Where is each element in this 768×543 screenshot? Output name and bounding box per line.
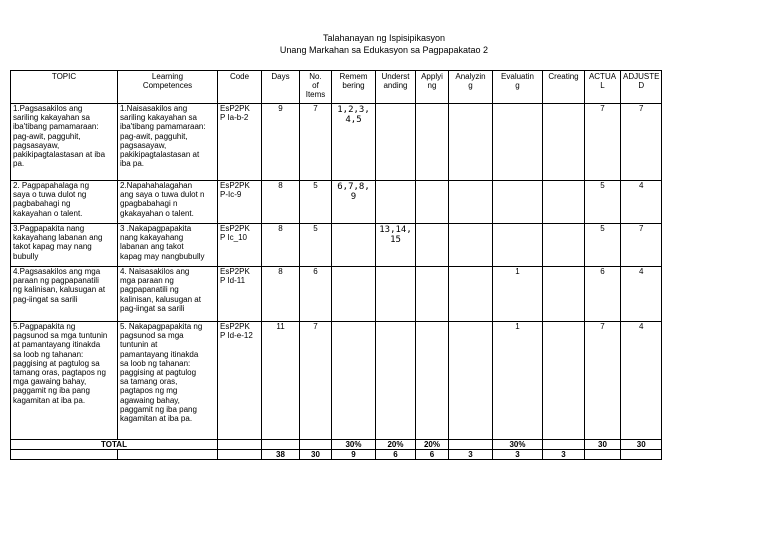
empty-cell bbox=[11, 450, 118, 460]
cell-items: 6 bbox=[300, 267, 332, 322]
empty-cell bbox=[118, 450, 218, 460]
empty-cell bbox=[300, 440, 332, 450]
cell-adjusted: 4 bbox=[621, 181, 662, 224]
cell-days: 8 bbox=[262, 224, 300, 267]
document-subtitle: Unang Markahan sa Edukasyon sa Pagpapakatao 2 bbox=[279, 45, 489, 55]
cell-remembering: 6,7,8, 9 bbox=[332, 181, 376, 224]
header-row bbox=[11, 71, 662, 104]
cell-evaluating bbox=[493, 181, 543, 224]
cell-understanding bbox=[376, 267, 416, 322]
cell-understanding bbox=[376, 322, 416, 440]
cell-days: 8 bbox=[262, 267, 300, 322]
cell-items: 5 bbox=[300, 224, 332, 267]
empty-cell bbox=[218, 450, 262, 460]
cell-evaluating: 1 bbox=[493, 322, 543, 440]
table-row bbox=[11, 322, 662, 440]
cell-remembering bbox=[332, 267, 376, 322]
total-applying: 20% bbox=[416, 440, 449, 450]
cell-days: 8 bbox=[262, 181, 300, 224]
cell-code: EsP2PK P Ia-b-2 bbox=[218, 104, 262, 181]
cell-understanding: 13,14, 15 bbox=[376, 224, 416, 267]
header-understanding: Underst anding bbox=[376, 71, 416, 104]
cell-items: 7 bbox=[300, 104, 332, 181]
total-remembering: 30% bbox=[332, 440, 376, 450]
sum-understanding: 6 bbox=[376, 450, 416, 460]
empty-cell bbox=[262, 440, 300, 450]
table-row bbox=[11, 104, 662, 181]
cell-applying bbox=[416, 322, 449, 440]
cell-actual: 7 bbox=[585, 322, 621, 440]
cell-evaluating: 1 bbox=[493, 267, 543, 322]
empty-cell bbox=[449, 440, 493, 450]
cell-understanding bbox=[376, 104, 416, 181]
cell-adjusted: 4 bbox=[621, 322, 662, 440]
cell-competence: 5. Nakapagpapakita ng pagsunod sa mga tuntunin at pamantayang itinakda sa loob ng tahanan: paggising at pagtulog sa tamang oras, pagtapos ng mg agawaing bahay, paggamit ng iba pang kagamitan at iba pa. bbox=[118, 322, 218, 440]
header-learning-competences: Learning Competences bbox=[118, 71, 218, 104]
header-remembering: Remem bering bbox=[332, 71, 376, 104]
cell-code: EsP2PK P Ic_10 bbox=[218, 224, 262, 267]
cell-remembering: 1,2,3, 4,5 bbox=[332, 104, 376, 181]
empty-cell bbox=[218, 440, 262, 450]
sum-days: 38 bbox=[262, 450, 300, 460]
cell-items: 7 bbox=[300, 322, 332, 440]
cell-creating bbox=[543, 104, 585, 181]
total-label: TOTAL bbox=[11, 440, 218, 450]
document-title: Talahanayan ng Ispisipikasyon bbox=[322, 33, 446, 43]
header-analyzing: Analyzin g bbox=[449, 71, 493, 104]
total-adjusted: 30 bbox=[621, 440, 662, 450]
header-days: Days bbox=[262, 71, 300, 104]
cell-creating bbox=[543, 322, 585, 440]
cell-items: 5 bbox=[300, 181, 332, 224]
header-creating: Creating bbox=[543, 71, 585, 104]
sum-analyzing: 3 bbox=[449, 450, 493, 460]
total-actual: 30 bbox=[585, 440, 621, 450]
cell-analyzing bbox=[449, 267, 493, 322]
empty-cell bbox=[585, 450, 621, 460]
sum-row bbox=[11, 450, 662, 460]
cell-remembering bbox=[332, 224, 376, 267]
total-evaluating: 30% bbox=[493, 440, 543, 450]
cell-analyzing bbox=[449, 181, 493, 224]
cell-applying bbox=[416, 181, 449, 224]
empty-cell bbox=[621, 450, 662, 460]
cell-applying bbox=[416, 224, 449, 267]
sum-creating: 3 bbox=[543, 450, 585, 460]
sum-applying: 6 bbox=[416, 450, 449, 460]
total-row bbox=[11, 440, 662, 450]
cell-competence: 2.Napahahalagahan ang saya o tuwa dulot n gpagbabahagi n gkakayahan o talent. bbox=[118, 181, 218, 224]
cell-code: EsP2PK P-Ic-9 bbox=[218, 181, 262, 224]
cell-understanding bbox=[376, 181, 416, 224]
cell-adjusted: 7 bbox=[621, 104, 662, 181]
cell-competence: 3 .Nakapagpapakita nang kakayahang labanan ang takot kapag may nangbubully bbox=[118, 224, 218, 267]
cell-code: EsP2PK P Id-11 bbox=[218, 267, 262, 322]
header-applying: Applyi ng bbox=[416, 71, 449, 104]
header-actual: ACTUA L bbox=[585, 71, 621, 104]
sum-remembering: 9 bbox=[332, 450, 376, 460]
cell-adjusted: 7 bbox=[621, 224, 662, 267]
cell-competence: 4. Naisasakilos ang mga paraan ng pagpapanatili ng kalinisan, kalusugan at pag-iingat sa sarili bbox=[118, 267, 218, 322]
cell-remembering bbox=[332, 322, 376, 440]
cell-topic: 2. Pagpapahalaga ng saya o tuwa dulot ng pagbabahagi ng kakayahan o talent. bbox=[11, 181, 118, 224]
specification-table bbox=[10, 70, 662, 460]
cell-evaluating bbox=[493, 104, 543, 181]
cell-actual: 5 bbox=[585, 181, 621, 224]
sum-evaluating: 3 bbox=[493, 450, 543, 460]
cell-applying bbox=[416, 104, 449, 181]
cell-adjusted: 4 bbox=[621, 267, 662, 322]
cell-code: EsP2PK P Id-e-12 bbox=[218, 322, 262, 440]
cell-topic: 1.Pagsasakilos ang sariling kakayahan sa iba'tibang pamamaraan: pag-awit, pagguhit, pagsasayaw, pakikipagtalastasan at iba pa. bbox=[11, 104, 118, 181]
empty-cell bbox=[543, 440, 585, 450]
table-row bbox=[11, 224, 662, 267]
cell-topic: 3.Pagpapakita nang kakayahang labanan ang takot kapag may nang bubully bbox=[11, 224, 118, 267]
total-understanding: 20% bbox=[376, 440, 416, 450]
table-row bbox=[11, 181, 662, 224]
cell-actual: 6 bbox=[585, 267, 621, 322]
cell-topic: 5.Pagpapakita ng pagsunod sa mga tuntunin at pamantayang itinakda sa loob ng tahanan: paggising at pagtulog sa tamang oras, pagtapos ng mga gawaing bahay, paggamit ng iba pang kagamitan at iba pa. bbox=[11, 322, 118, 440]
cell-applying bbox=[416, 267, 449, 322]
cell-evaluating bbox=[493, 224, 543, 267]
header-code: Code bbox=[218, 71, 262, 104]
cell-actual: 7 bbox=[585, 104, 621, 181]
cell-days: 11 bbox=[262, 322, 300, 440]
cell-competence: 1.Naisasakilos ang sariling kakayahan sa iba'tibang pamamaraan: pag-awit, pagguhit, pagsasayaw, pakikipagtalastasan at iba pa. bbox=[118, 104, 218, 181]
header-adjusted: ADJUSTE D bbox=[621, 71, 662, 104]
cell-creating bbox=[543, 267, 585, 322]
header-evaluating: Evaluatin g bbox=[493, 71, 543, 104]
table-row bbox=[11, 267, 662, 322]
cell-actual: 5 bbox=[585, 224, 621, 267]
cell-analyzing bbox=[449, 104, 493, 181]
header-no-of-items: No. of Items bbox=[300, 71, 332, 104]
cell-creating bbox=[543, 224, 585, 267]
cell-creating bbox=[543, 181, 585, 224]
cell-analyzing bbox=[449, 224, 493, 267]
cell-analyzing bbox=[449, 322, 493, 440]
sum-items: 30 bbox=[300, 450, 332, 460]
cell-days: 9 bbox=[262, 104, 300, 181]
header-topic: TOPIC bbox=[11, 71, 118, 104]
cell-topic: 4.Pagsasakilos ang mga paraan ng pagpapanatili ng kalinisan, kalusugan at pag-iingat sa sarili bbox=[11, 267, 118, 322]
